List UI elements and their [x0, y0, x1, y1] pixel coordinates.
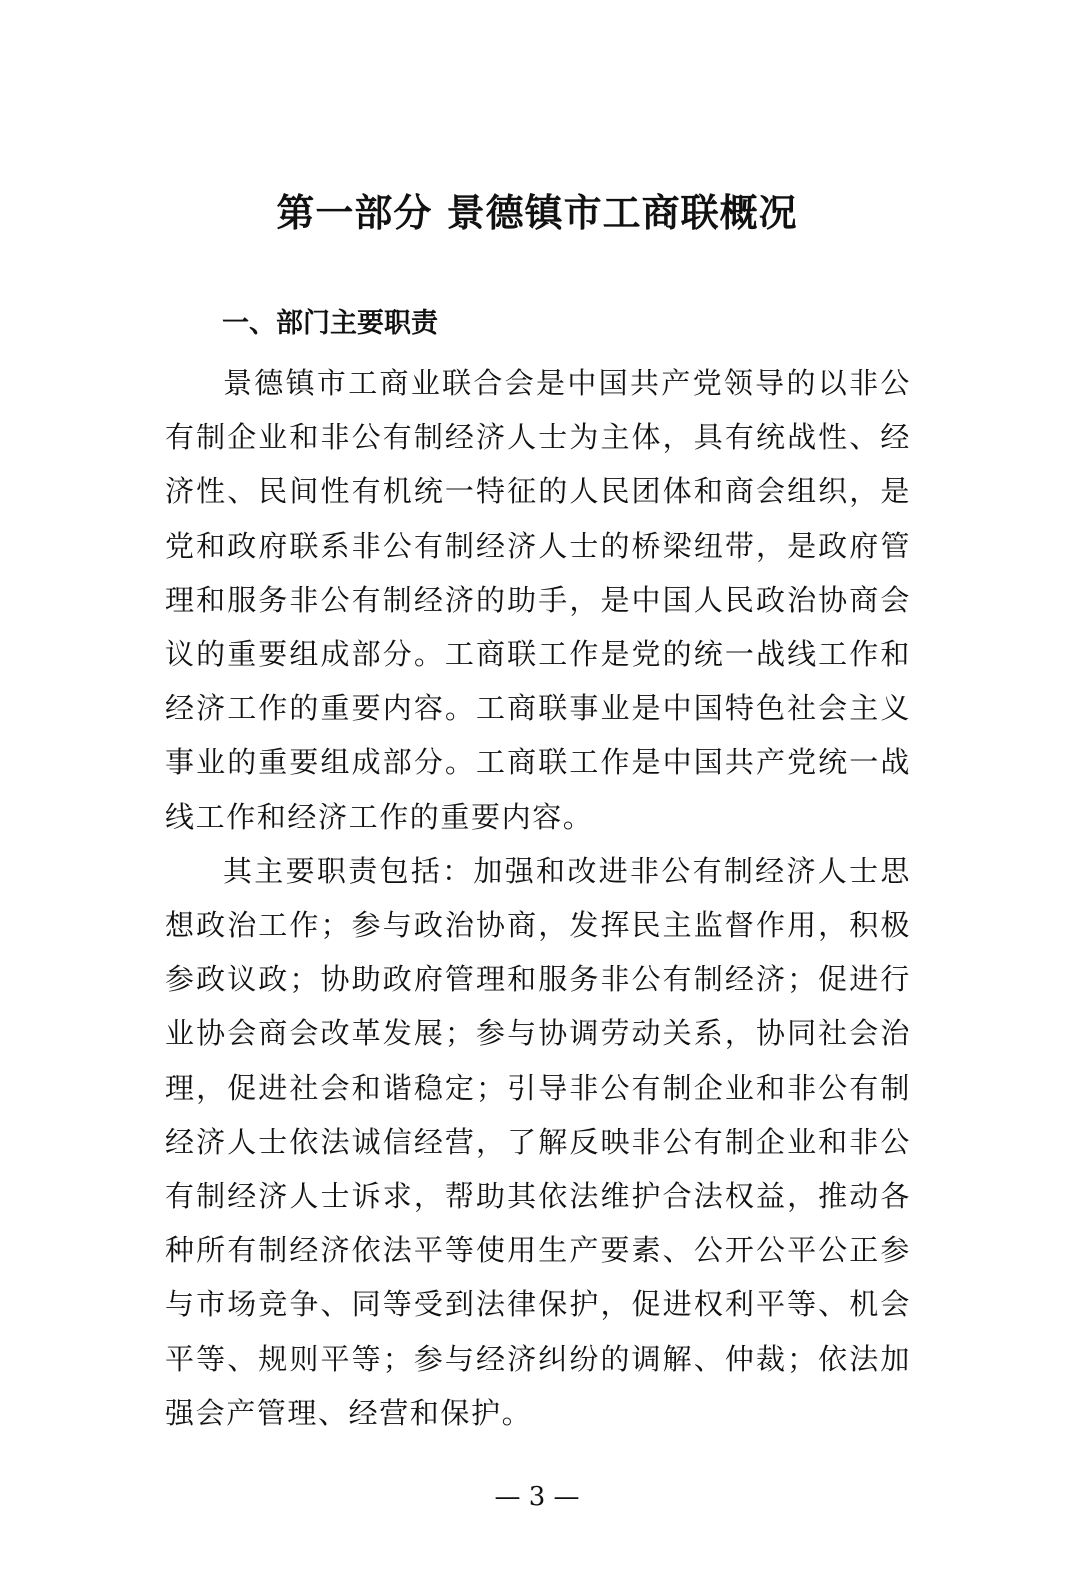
page-title: 第一部分 景德镇市工商联概况 — [276, 190, 798, 235]
paragraph-main-duties: 其主要职责包括：加强和改进非公有制经济人士思想政治工作；参与政治协商，发挥民主监督作用，积极参政议政；协助政府管理和服务非公有制经济；促进行业协会商会改革发展；参与协调劳动关系，协同社会治理，促进社会和谐稳定；引导非公有制企业和非公有制经济人士依法诚信经营，了解反映非公有制企业和非公有制经济人士诉求，帮助其依法维护合法权益，推动各种所有制经济依法平等使用生产要素、公开公平公正参与市场竞争、同等受到法律保护，促进权利平等、机会平等、规则平等；参与经济纠纷的调解、仲裁；依法加强会产管理、经营和保护。 — [165, 853, 911, 1430]
section-heading: 一、部门主要职责 — [222, 308, 438, 339]
page-number: — 3 — — [494, 1482, 580, 1513]
paragraph-department-overview: 景德镇市工商业联合会是中国共产党领导的以非公有制企业和非公有制经济人士为主体，具有统战性、经济性、民间性有机统一特征的人民团体和商会组织，是党和政府联系非公有制经济人士的桥梁纽带，是政府管理和服务非公有制经济的助手，是中国人民政治协商会议的重要组成部分。工商联工作是党的统一战线工作和经济工作的重要内容。工商联事业是中国特色社会主义事业的重要组成部分。工商联工作是中国共产党统一战线工作和经济工作的重要内容。 — [165, 366, 911, 834]
document-body — [165, 356, 911, 1440]
